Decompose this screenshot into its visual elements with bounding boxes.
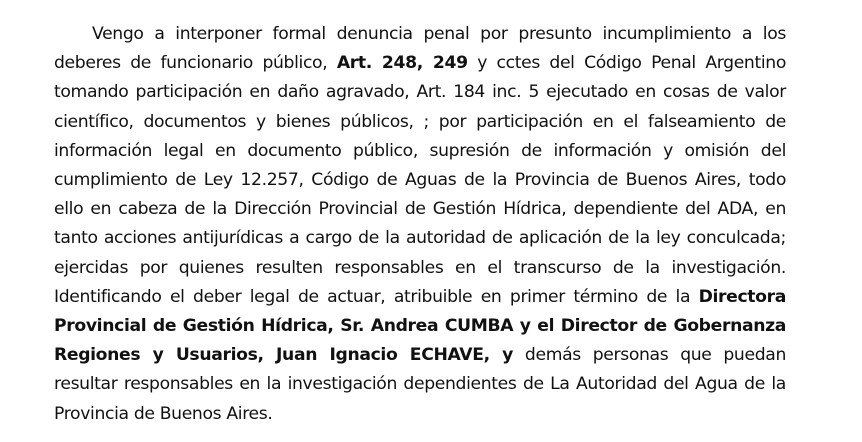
complaint-paragraph xyxy=(54,20,786,429)
text-closing: demás personas que puedan resultar responsables en la investigación dependientes de La Autoridad del Agua de la Provincia de Buenos Aires. xyxy=(54,345,786,424)
text-intro: Vengo a interponer formal denuncia penal por presunto incumplimiento a los deberes de funcionario público, xyxy=(54,24,786,74)
text-body: y cctes del Código Penal Argentino tomando participación en daño agravado, Art. 184 inc. 5 ejecutado en cosas de valor científico, documentos y bienes públicos, ; por participación en el falseamiento de información legal en documento público, supresión de información y omisión del cumplimiento de Ley 12.257, Código de Aguas de la Provincia de Buenos Aires, todo ello en cabeza de la Dirección Provincial de Gestión Hídrica, dependiente del ADA, en tanto acciones antijurídicas a cargo de la autoridad de aplicación de la ley conculcada; ejercidas por quienes resulten responsables en el transcurso de la investigación. Identificando el deber legal de actuar, atribuible en primer término de la xyxy=(54,53,786,307)
text-articles-bold: Art. 248, 249 xyxy=(336,53,468,74)
text-officials-bold: Directora Provincial de Gestión Hídrica, Sr. Andrea CUMBA y el Director de Gobernanza Regiones y Usuarios, Juan Ignacio ECHAVE, y xyxy=(54,286,786,366)
